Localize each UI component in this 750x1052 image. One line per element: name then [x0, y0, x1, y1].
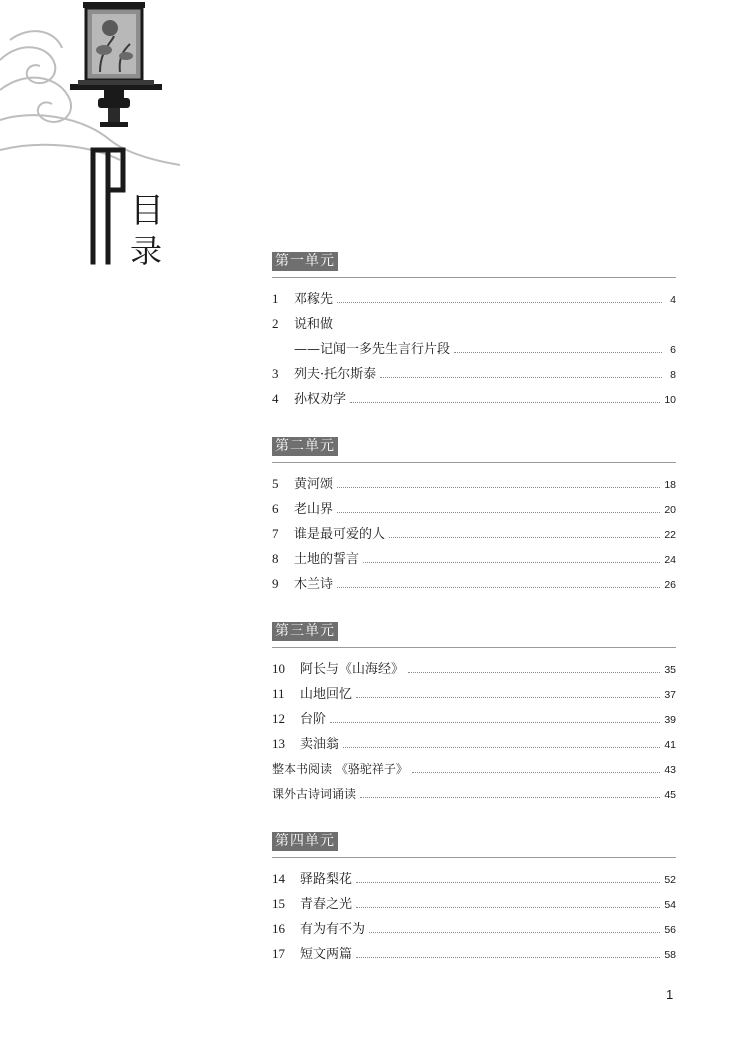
unit-section [272, 830, 676, 962]
entry-number: 7 [272, 526, 279, 541]
entry-page: 26 [664, 579, 676, 591]
entry-page: 37 [664, 689, 676, 701]
table-of-contents [272, 250, 676, 990]
entry-title: 青春之光 [300, 897, 353, 912]
toc-entry[interactable] [272, 307, 676, 332]
dot-leader [337, 587, 660, 588]
dot-leader [380, 377, 662, 378]
entry-number: 1 [272, 291, 279, 306]
entry-number: 5 [272, 476, 279, 491]
toc-entry[interactable] [272, 752, 676, 777]
heading-char-mu: 目 [130, 191, 164, 231]
unit-divider [272, 277, 676, 278]
dot-leader [350, 402, 660, 403]
unit-title: 第四单元 [272, 832, 338, 851]
toc-entry[interactable] [272, 652, 676, 677]
toc-entry[interactable] [272, 492, 676, 517]
entry-page: 10 [664, 394, 676, 406]
entry-page: 54 [664, 899, 676, 911]
unit-divider [272, 857, 676, 858]
heading-char-lu: 录 [130, 232, 163, 270]
toc-entry[interactable] [272, 702, 676, 727]
unit-section [272, 435, 676, 592]
dot-leader [408, 672, 660, 673]
entry-number: 3 [272, 366, 279, 381]
entry-title: 黄河颂 [294, 477, 334, 492]
toc-entry[interactable] [272, 862, 676, 887]
lantern-heading-decoration [0, 0, 190, 275]
entry-page: 52 [664, 874, 676, 886]
entry-title: 山地回忆 [300, 687, 353, 702]
entry-page: 58 [664, 949, 676, 961]
dot-leader [412, 772, 660, 773]
unit-title: 第一单元 [272, 252, 338, 271]
entry-title: 阿长与《山海经》 [300, 662, 405, 677]
entry-page: 4 [670, 294, 676, 306]
entry-page: 6 [670, 344, 676, 356]
dot-leader [356, 697, 660, 698]
dot-leader [337, 512, 660, 513]
unit-section [272, 250, 676, 407]
entry-number: 9 [272, 576, 279, 591]
unit-section [272, 620, 676, 802]
unit-divider [272, 647, 676, 648]
entry-number: 17 [272, 946, 285, 961]
entry-page: 22 [664, 529, 676, 541]
entry-page: 41 [664, 739, 676, 751]
dot-leader [343, 747, 660, 748]
dot-leader [356, 882, 660, 883]
dot-leader [454, 352, 662, 353]
dot-leader [330, 722, 660, 723]
dot-leader [337, 302, 662, 303]
toc-entry[interactable] [272, 357, 676, 382]
unit-divider [272, 462, 676, 463]
dot-leader [369, 932, 660, 933]
entry-title: 孙权劝学 [294, 392, 347, 407]
dot-leader [356, 957, 660, 958]
entry-number: 15 [272, 896, 285, 911]
entry-number: 2 [272, 316, 279, 331]
entry-page: 43 [664, 764, 676, 776]
entry-number: 14 [272, 871, 285, 886]
entry-title: 老山界 [294, 502, 334, 517]
toc-entry[interactable] [272, 542, 676, 567]
unit-title: 第三单元 [272, 622, 338, 641]
toc-entry[interactable] [272, 332, 676, 357]
heading-glyph-strokes [93, 150, 123, 262]
entry-title: 邓稼先 [294, 292, 334, 307]
toc-entry[interactable] [272, 467, 676, 492]
entry-number: 8 [272, 551, 279, 566]
unit-title: 第二单元 [272, 437, 338, 456]
lantern-icon [70, 2, 162, 127]
entry-title: 台阶 [300, 712, 327, 727]
entry-number: 11 [272, 686, 285, 701]
dot-leader [356, 907, 660, 908]
entry-page: 39 [664, 714, 676, 726]
entry-title: 卖油翁 [300, 737, 340, 752]
entry-number: 10 [272, 661, 285, 676]
entry-number: 12 [272, 711, 285, 726]
toc-entry[interactable] [272, 937, 676, 962]
entry-page: 35 [664, 664, 676, 676]
toc-entry[interactable] [272, 567, 676, 592]
dot-leader [360, 797, 660, 798]
entry-title: 说和做 [294, 317, 334, 332]
entry-title: 土地的誓言 [294, 552, 360, 567]
entry-title: 整本书阅读 《骆驼祥子》 [272, 762, 408, 776]
entry-title: 课外古诗词诵读 [272, 787, 357, 801]
toc-entry[interactable] [272, 777, 676, 802]
entry-page: 18 [664, 479, 676, 491]
toc-entry[interactable] [272, 887, 676, 912]
entry-number: 6 [272, 501, 279, 516]
entry-title: 驿路梨花 [300, 872, 353, 887]
dot-leader [337, 487, 660, 488]
page-number: 1 [666, 987, 674, 1002]
entry-title: 谁是最可爱的人 [294, 527, 386, 542]
entry-title: ——记闻一多先生言行片段 [294, 342, 451, 357]
entry-number: 16 [272, 921, 285, 936]
dot-leader [389, 537, 660, 538]
entry-page: 20 [664, 504, 676, 516]
entry-number: 4 [272, 391, 279, 406]
entry-title: 短文两篇 [300, 947, 353, 962]
entry-page: 56 [664, 924, 676, 936]
entry-number: 13 [272, 736, 285, 751]
entry-page: 24 [664, 554, 676, 566]
entry-title: 木兰诗 [294, 577, 334, 592]
entry-title: 有为有不为 [300, 922, 366, 937]
entry-page: 45 [664, 789, 676, 801]
entry-title: 列夫·托尔斯泰 [294, 367, 377, 382]
entry-page: 8 [670, 369, 676, 381]
dot-leader [363, 562, 660, 563]
toc-entry[interactable] [272, 677, 676, 702]
toc-entry[interactable] [272, 912, 676, 937]
toc-entry[interactable] [272, 282, 676, 307]
toc-entry[interactable] [272, 517, 676, 542]
toc-entry[interactable] [272, 382, 676, 407]
toc-entry[interactable] [272, 727, 676, 752]
